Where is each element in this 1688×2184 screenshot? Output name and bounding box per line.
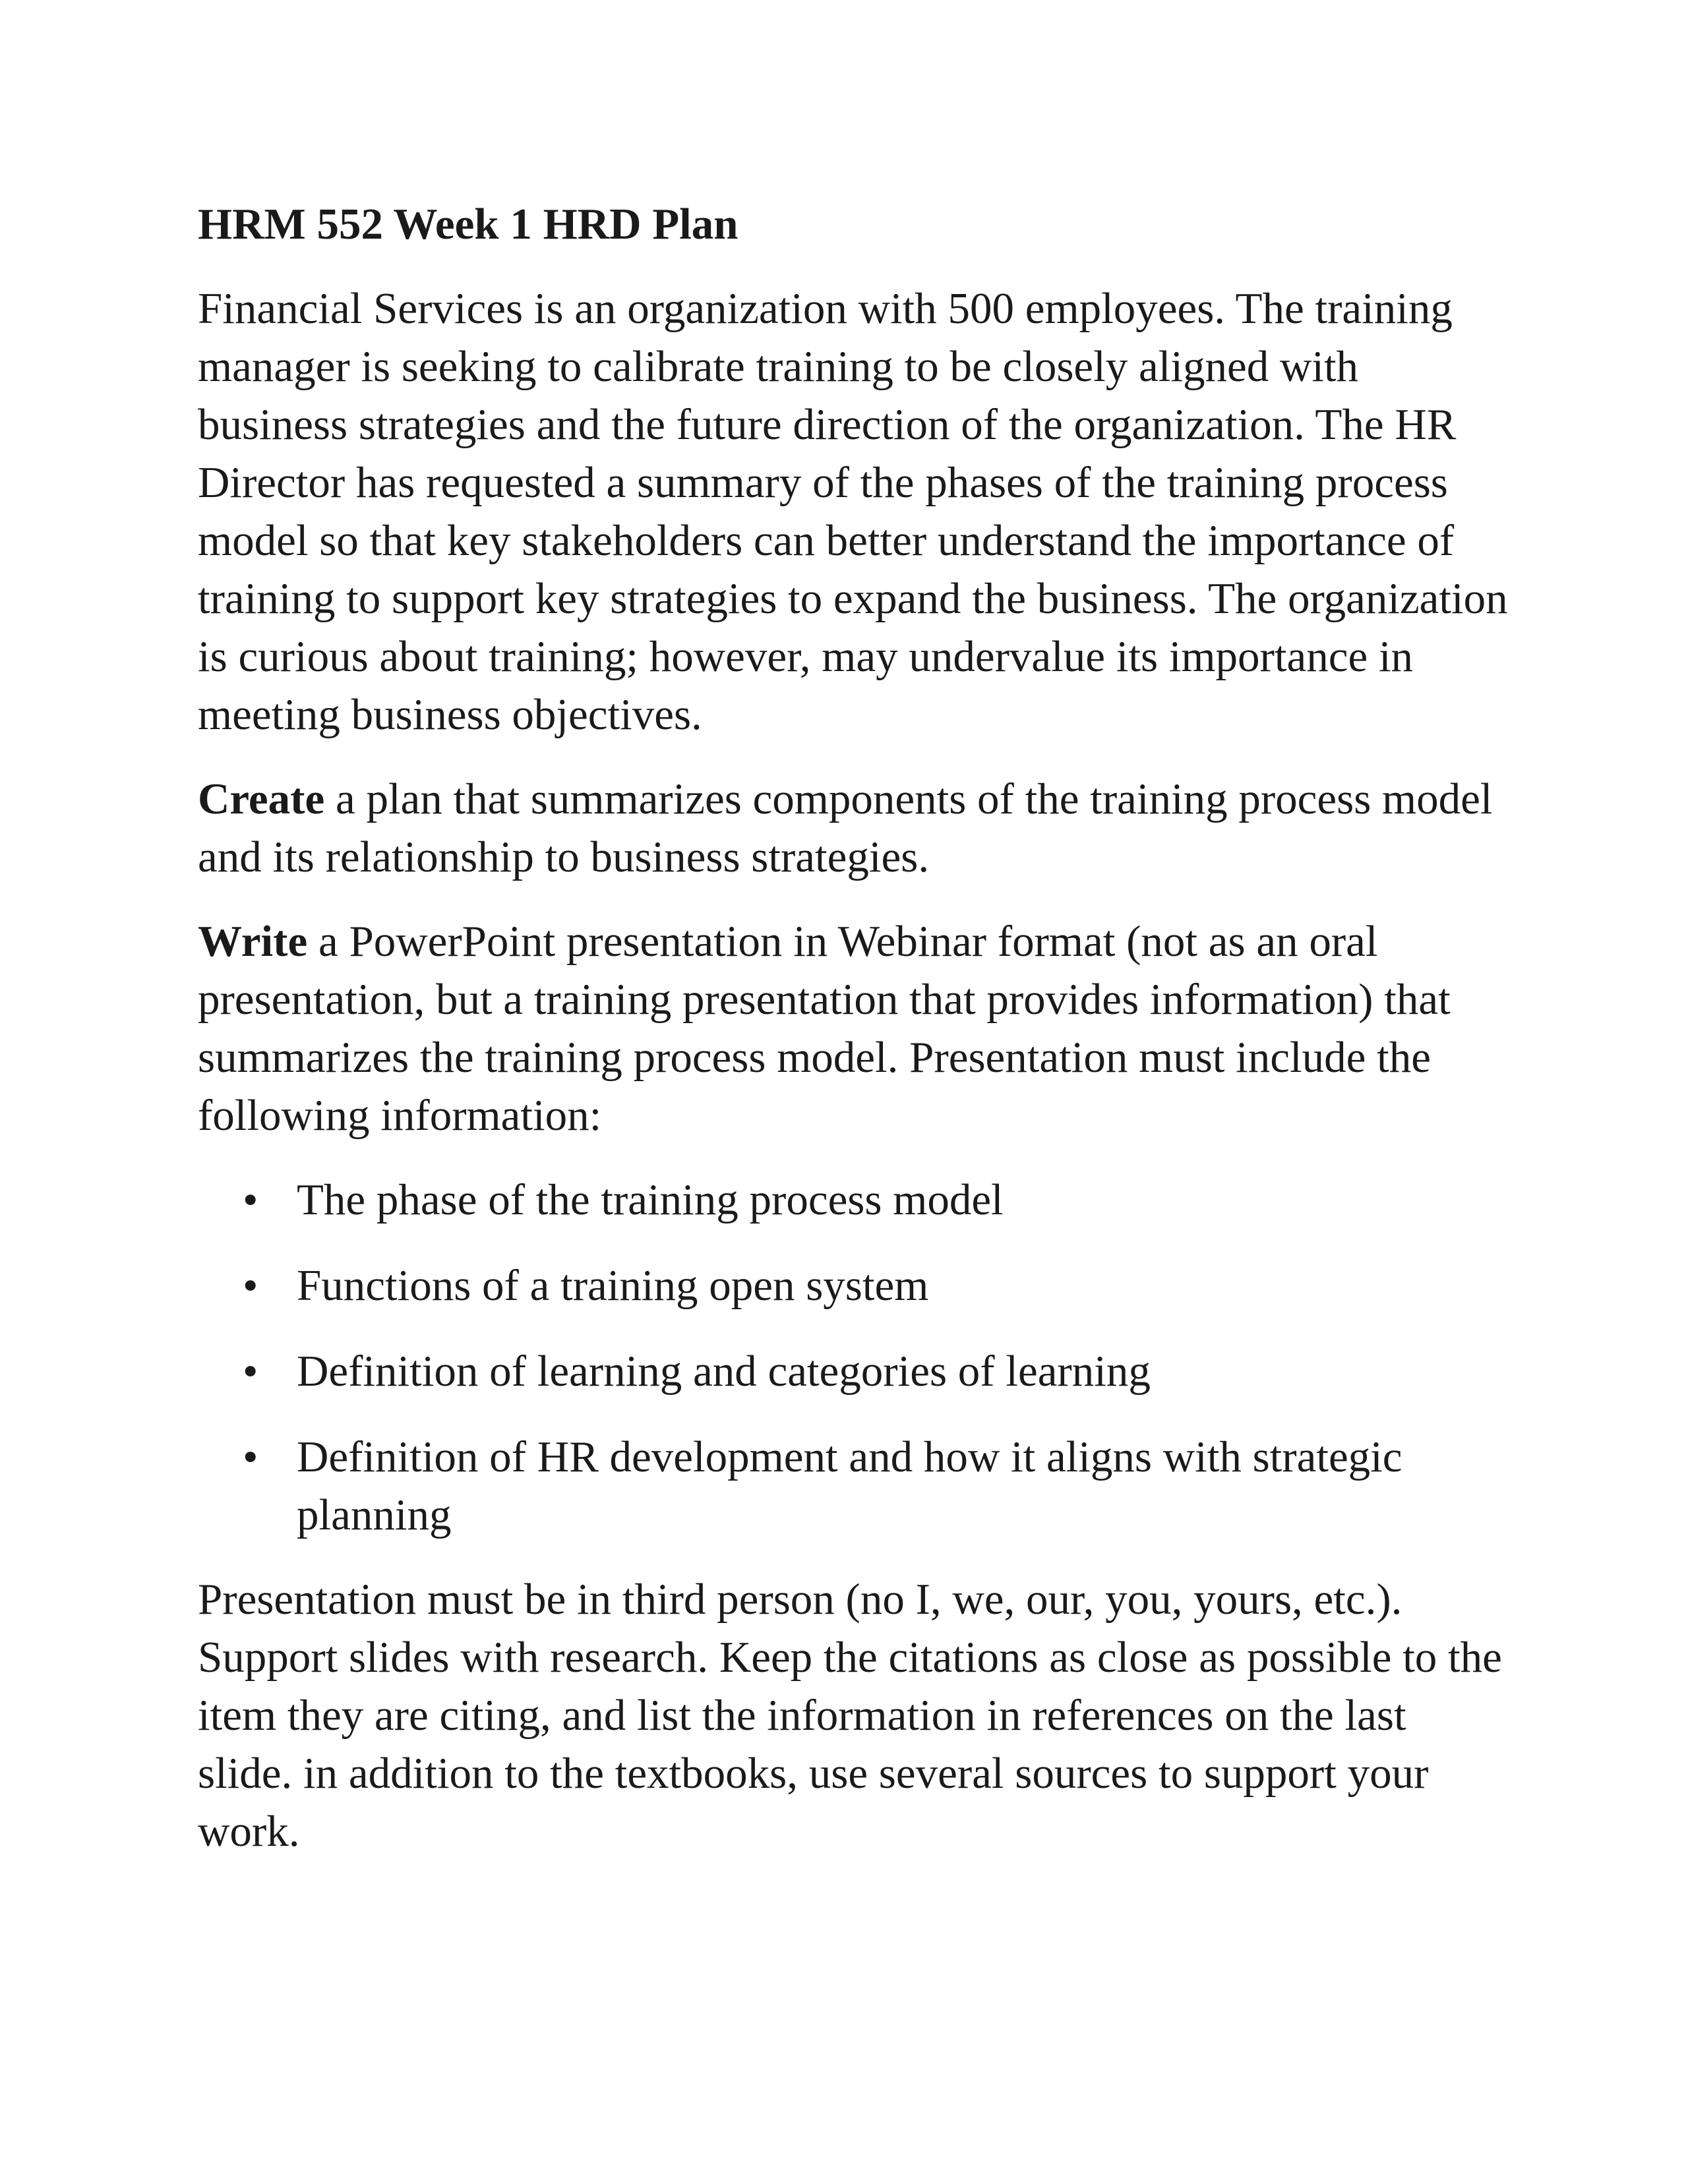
write-lead: Write <box>198 917 308 966</box>
intro-paragraph: Financial Services is an organization with 500 employees. The training manager is seeking to calibrate training to be closely aligned with business strategies and the future direction of the organization. The HR Director has requested a summary of the phases of the training process model so that key stakeholders can better understand the importance of training to support key strategies to expand the business. The organization is curious about training; however, may undervalue its importance in meeting business objectives. <box>198 284 1508 739</box>
document-body <box>198 195 1510 1887</box>
bullet-icon: • <box>243 1175 258 1224</box>
bullet-icon: • <box>243 1432 258 1481</box>
write-paragraph <box>198 912 1510 1144</box>
list-item <box>198 1428 1510 1544</box>
requirement-text: Definition of HR development and how it aligns with strategic planning <box>297 1432 1402 1539</box>
list-item <box>198 1171 1510 1229</box>
bullet-icon: • <box>243 1261 258 1310</box>
create-text: a plan that summarizes components of the training process model and its relationship to business strategies. <box>198 775 1493 881</box>
write-text: a PowerPoint presentation in Webinar format (not as an oral presentation, but a training presentation that provides information) that summarizes the training process model. Presentation must include the following information: <box>198 917 1451 1140</box>
closing-paragraph: Presentation must be in third person (no I, we, our, you, yours, etc.). Support slides with research. Keep the citations as close as possible to the item they are citing, and list the information in references on the last slide. in addition to the textbooks, use several sources to support your work. <box>198 1575 1502 1856</box>
list-item <box>198 1342 1510 1400</box>
requirement-text: Functions of a training open system <box>297 1261 929 1310</box>
document-title: HRM 552 Week 1 HRD Plan <box>198 200 738 249</box>
list-item <box>198 1256 1510 1314</box>
create-paragraph <box>198 770 1510 886</box>
create-lead: Create <box>198 775 325 823</box>
requirement-text: The phase of the training process model <box>297 1175 1004 1224</box>
requirements-list <box>198 1171 1510 1544</box>
bullet-icon: • <box>243 1347 258 1396</box>
requirement-text: Definition of learning and categories of learning <box>297 1347 1151 1396</box>
